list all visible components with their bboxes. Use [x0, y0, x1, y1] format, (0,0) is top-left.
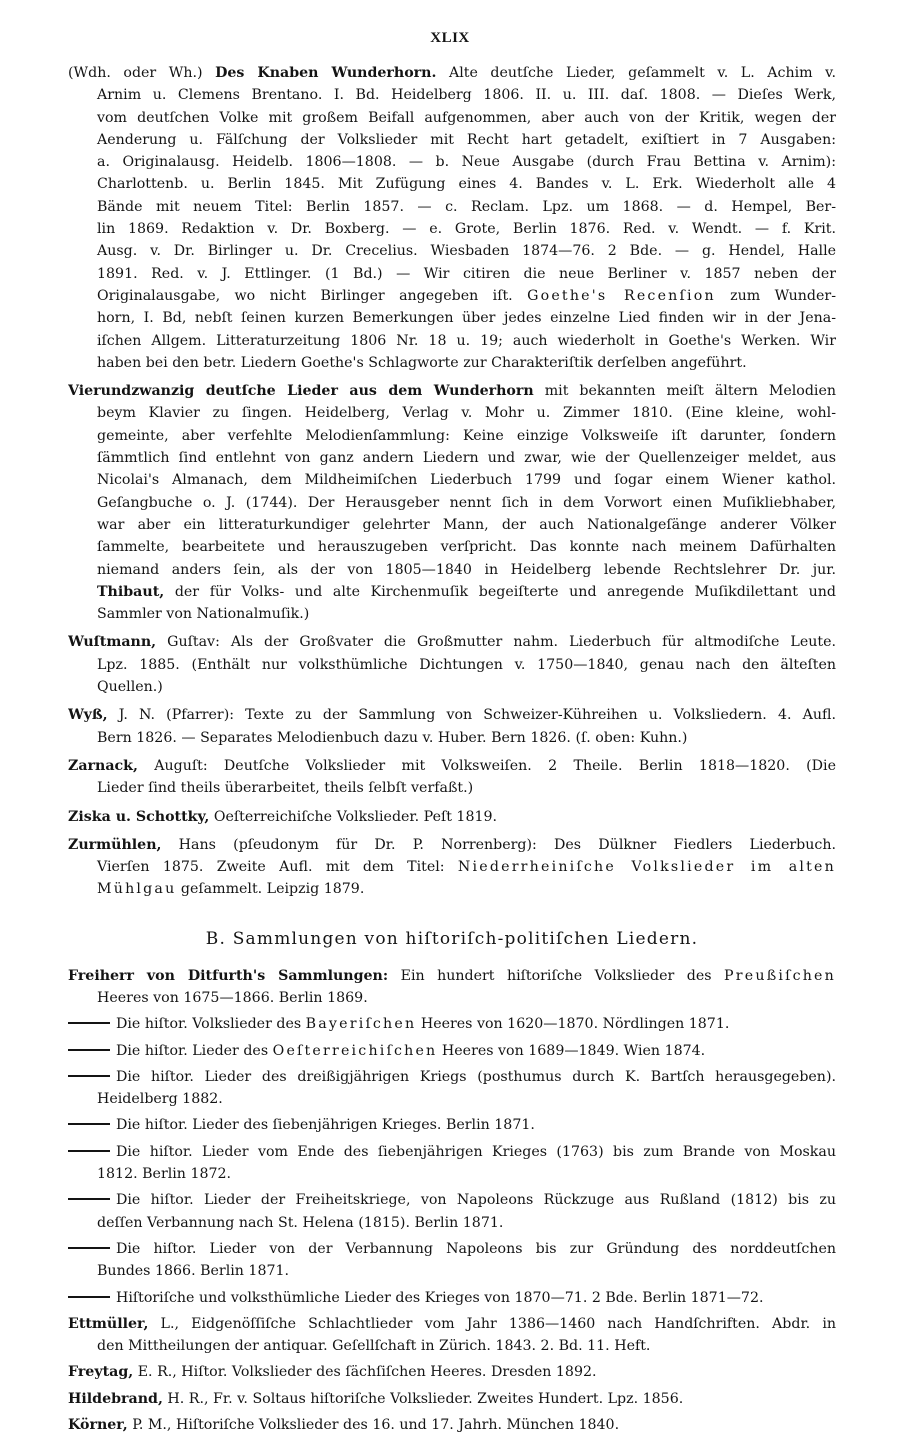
entry-text: Die hiſtor. Lieder des dreißigjährigen Kriegs (posthumus durch K. Bartſch herausgegeben).	[116, 1068, 836, 1085]
entry-line	[68, 1163, 836, 1185]
page-number: XLIX	[430, 30, 470, 46]
entry-line	[68, 196, 836, 218]
entry-line	[68, 755, 836, 777]
entry-line	[68, 727, 836, 749]
entry-line	[68, 1287, 836, 1309]
spaced-text: Oeſterreichiſchen	[272, 1042, 438, 1059]
entry-text: Charlottenb. u. Berlin 1845. Mit Zufügung eines 4. Bandes v. L. Erk. Wiederholt alle 4	[97, 176, 836, 193]
ditto-dash	[68, 1022, 110, 1024]
entry-author: Zurmühlen,	[68, 836, 162, 853]
entry-line	[68, 62, 836, 84]
entry-text: iſchen Allgem. Litteraturzeitung 1806 Nr. 18 u. 19; auch wiederholt in Goethe's Werken. Wir	[97, 332, 836, 349]
entry-text: Originalausgabe, wo nicht Birlinger angegeben iſt.	[97, 287, 528, 304]
entry-line	[68, 704, 836, 726]
entry-text: Bände mit neuem Titel: Berlin 1857. — c. Reclam. Lpz. um 1868. — d. Hempel, Ber-	[97, 198, 836, 215]
entry-text: beym Klavier zu ſingen. Heidelberg, Verlag v. Mohr u. Zimmer 1810. (Eine kleine, wohl-	[97, 405, 836, 422]
entry-text: Aenderung u. Fälſchung der Volkslieder mit Recht hart getadelt, exiſtiert in 7 Ausgaben:	[97, 131, 836, 148]
entry-line	[68, 834, 836, 856]
spaced-text: Bayeriſchen	[305, 1016, 417, 1033]
bibliography-entry	[68, 1238, 836, 1283]
entry-text: Heidelberg 1882.	[97, 1091, 223, 1108]
entry-line	[68, 84, 836, 106]
entry-line	[68, 425, 836, 447]
ditto-dash	[68, 1049, 110, 1051]
entry-text: geſammelt. Leipzig 1879.	[176, 881, 365, 898]
section-a-entries	[68, 62, 836, 901]
entry-line	[68, 1388, 836, 1410]
entry-line	[68, 330, 836, 352]
entry-author: Wuſtmann,	[68, 634, 157, 651]
entry-text: Auguſt: Deutſche Volkslieder mit Volksweiſen. 2 Theile. Berlin 1818—1820. (Die	[137, 757, 836, 774]
entry-text: Die hiſtor. Volkslieder des	[116, 1016, 306, 1033]
entry-text: ſammelte, bearbeitete und herauszugeben verſpricht. Das konnte nach meinem Dafürhalten	[97, 539, 836, 556]
entry-author: Wyß,	[68, 707, 108, 724]
entry-line	[68, 536, 836, 558]
entry-text: J. N. (Pfarrer): Texte zu der Sammlung von Schweizer-Kühreihen u. Volksliedern. 4. Aufl.	[107, 707, 836, 724]
bibliography-entry	[68, 806, 836, 828]
ditto-dash	[68, 1198, 110, 1200]
bibliography-entry	[68, 965, 836, 1010]
entry-line	[68, 878, 836, 900]
entry-text: H. R., Fr. v. Soltaus hiſtoriſche Volkslieder. Zweites Hundert. Lpz. 1856.	[162, 1390, 684, 1407]
entry-text: horn, I. Bd, nebſt ſeinen kurzen Bemerkungen über jedes einzelne Lied finden wir in der Jena-	[97, 310, 836, 327]
entry-line	[68, 965, 836, 987]
entry-line	[68, 492, 836, 514]
bibliography-entry	[68, 1361, 836, 1383]
entry-line	[68, 1141, 836, 1163]
entry-line	[68, 1040, 836, 1062]
entry-text: Geſangbuche o. J. (1744). Der Herausgeber nennt ſich in dem Vorwort einen Muſikliebhaber,	[97, 494, 836, 511]
entry-text: P. M., Hiſtoriſche Volkslieder des 16. und 17. Jahrh. München 1840.	[127, 1417, 620, 1434]
spaced-text: Goethe's Recenſion	[527, 287, 716, 304]
bibliography-entry	[68, 834, 836, 901]
entry-text: Alte deutſche Lieder, geſammelt v. L. Achim v.	[436, 65, 836, 81]
entry-line	[68, 654, 836, 676]
entry-text: Lieder ſind theils überarbeitet, theils ſelbſt verfaßt.)	[97, 780, 474, 797]
entry-text: war aber ein litteraturkundiger gelehrter Mann, der auch Nationalgeſänge anderer Völker	[97, 516, 836, 533]
entry-line	[68, 240, 836, 262]
entry-line	[68, 559, 836, 581]
entry-line	[68, 1066, 836, 1088]
bibliography-entry	[68, 1287, 836, 1309]
entry-text: Sammler von Nationalmuſik.)	[97, 606, 310, 623]
entry-line	[68, 151, 836, 173]
entry-line	[68, 402, 836, 424]
entry-text: Die hiſtor. Lieder vom Ende des ſiebenjährigen Krieges (1763) bis zum Brande von Moskau	[116, 1143, 836, 1160]
entry-author: Ziska u. Schottky,	[68, 808, 210, 825]
entry-line	[68, 1114, 836, 1136]
ditto-dash	[68, 1123, 110, 1125]
entry-line	[68, 1361, 836, 1383]
bibliography-entry	[68, 62, 836, 374]
entry-line	[68, 603, 836, 625]
entry-text: Nicolai's Almanach, dem Mildheimiſchen Liederbuch 1799 und ſogar einem Wiener kathol.	[97, 472, 836, 489]
entry-line	[68, 581, 836, 603]
entry-line	[68, 218, 836, 240]
entry-author: Körner,	[68, 1417, 128, 1434]
entry-line	[68, 1013, 836, 1035]
entry-text: Guſtav: Als der Großvater die Großmutter nahm. Liederbuch für altmodiſche Leute.	[156, 634, 836, 651]
bibliography-entry	[68, 1414, 836, 1436]
entry-line	[68, 987, 836, 1009]
entry-text: Ausg. v. Dr. Birlinger u. Dr. Crecelius. Wiesbaden 1874—76. 2 Bde. — g. Hendel, Halle	[97, 243, 836, 260]
entry-line	[68, 1238, 836, 1260]
entry-line	[68, 1088, 836, 1110]
bibliography-entry	[68, 755, 836, 800]
entry-text: Die hiſtor. Lieder der Freiheitskriege, von Napoleons Rückzuge aus Rußland (1812) bis zu	[116, 1192, 836, 1209]
entry-line	[68, 514, 836, 536]
entry-line	[68, 856, 836, 878]
entry-line	[68, 1313, 836, 1335]
entry-line	[68, 469, 836, 491]
spaced-text: Niederrheiniſche Volkslieder im alten	[457, 859, 836, 876]
section-b-entries	[68, 965, 836, 1437]
entry-author: Thibaut,	[97, 583, 165, 600]
entry-author: Zarnack,	[68, 757, 138, 774]
entry-text: Oeſterreichiſche Volkslieder. Peſt 1819.	[209, 808, 498, 825]
spaced-text: Mühlgau	[97, 881, 177, 898]
entry-line	[68, 107, 836, 129]
entry-text: E. R., Hiſtor. Volkslieder des ſächſiſchen Heeres. Dresden 1892.	[133, 1364, 597, 1381]
bibliography-entry	[68, 1066, 836, 1111]
entry-line	[68, 1212, 836, 1234]
bibliography-content	[68, 62, 836, 1440]
entry-author: Freiherr von Ditfurth's Sammlungen:	[68, 967, 389, 984]
entry-line	[68, 173, 836, 195]
entry-line	[68, 285, 836, 307]
entry-text: Vierſen 1875. Zweite Aufl. mit dem Titel:	[97, 859, 458, 876]
entry-text: Heeres von 1620—1870. Nördlingen 1871.	[416, 1016, 730, 1033]
entry-text: ſämmtlich ſind entlehnt von ganz andern Liedern und zwar, wie der Quellenzeiger meldet, aus	[97, 450, 836, 467]
entry-text: Die hiſtor. Lieder des ſiebenjährigen Krieges. Berlin 1871.	[116, 1117, 535, 1134]
entry-line	[68, 352, 836, 374]
ditto-dash	[68, 1247, 110, 1249]
bibliography-entry	[68, 1114, 836, 1136]
entry-text: Hiſtoriſche und volksthümliche Lieder des Krieges von 1870—71. 2 Bde. Berlin 1871—72.	[116, 1289, 764, 1306]
entry-line	[68, 1260, 836, 1282]
ditto-dash	[68, 1075, 110, 1077]
entry-text: der für Volks- und alte Kirchenmuſik begeiſterte und anregende Muſikdilettant und	[164, 583, 836, 600]
entry-text: Lpz. 1885. (Enthält nur volksthümliche Dichtungen v. 1750—1840, genau nach den älteſten	[97, 656, 836, 673]
entry-line	[68, 1189, 836, 1211]
entry-line	[68, 777, 836, 799]
entry-text: Bundes 1866. Berlin 1871.	[97, 1263, 290, 1280]
entry-text: vom deutſchen Volke mit großem Beifall aufgenommen, aber auch von der Kritik, wegen der	[97, 109, 836, 126]
entry-author: Freytag,	[68, 1364, 134, 1381]
entry-text: Ein hundert hiſtoriſche Volkslieder des	[388, 967, 725, 984]
entry-text: Quellen.)	[97, 679, 163, 696]
bibliography-entry	[68, 1313, 836, 1358]
entry-line	[68, 447, 836, 469]
entry-text: Heeres von 1675—1866. Berlin 1869.	[97, 989, 368, 1006]
bibliography-entry	[68, 1388, 836, 1410]
bibliography-entry	[68, 380, 836, 625]
entry-text: Die hiſtor. Lieder des	[116, 1042, 273, 1059]
entry-line	[68, 1335, 836, 1357]
entry-text: den Mittheilungen der antiquar. Geſellſchaft in Zürich. 1843. 2. Bd. 11. Heft.	[97, 1338, 651, 1355]
entry-line	[68, 676, 836, 698]
spaced-text: Preußiſchen	[724, 967, 836, 984]
entry-text: Die hiſtor. Lieder von der Verbannung Napoleons bis zur Gründung des norddeutſchen	[116, 1240, 836, 1257]
entry-text: niemand anders ſein, als der von 1805—1840 in Heidelberg lebende Rechtslehrer Dr. jur.	[97, 561, 836, 578]
entry-text: Heeres von 1689—1849. Wien 1874.	[437, 1042, 706, 1059]
entry-text: mit bekannten meiſt ältern Melodien	[533, 383, 836, 400]
bibliography-entry	[68, 1141, 836, 1186]
entry-line	[68, 307, 836, 329]
entry-line	[68, 631, 836, 653]
entry-text: 1891. Red. v. J. Ettlinger. (1 Bd.) — Wir citiren die neue Berliner v. 1857 neben der	[97, 265, 836, 282]
entry-line	[68, 129, 836, 151]
ditto-dash	[68, 1150, 110, 1152]
entry-author: Hildebrand,	[68, 1390, 163, 1407]
ditto-dash	[68, 1296, 110, 1298]
bibliography-entry	[68, 1040, 836, 1062]
entry-text: gemeinte, aber verfehlte Melodienſammlung: Keine einzige Volksweiſe iſt darunter, ſondern	[97, 427, 836, 444]
entry-line	[68, 380, 836, 402]
entry-text: 1812. Berlin 1872.	[97, 1166, 232, 1183]
entry-text: a. Originalausg. Heidelb. 1806—1808. — b. Neue Ausgabe (durch Frau Bettina v. Arnim):	[97, 154, 836, 171]
bibliography-entry	[68, 704, 836, 749]
entry-text: Arnim u. Clemens Brentano. I. Bd. Heidelberg 1806. II. u. III. daſ. 1808. — Dieſes Werk,	[97, 87, 836, 104]
section-b-heading: B. Sammlungen von hiſtoriſch-politiſchen Liedern.	[205, 928, 699, 949]
entry-line	[68, 263, 836, 285]
entry-text: Hans (pſeudonym für Dr. P. Norrenberg): Des Dülkner Fiedlers Liederbuch.	[161, 836, 836, 853]
bibliography-entry	[68, 1013, 836, 1035]
entry-author: Vierundzwanzig deutſche Lieder aus dem Wunderhorn	[68, 383, 534, 400]
entry-text: L., Eidgenöſſiſche Schlachtlieder vom Jahr 1386—1460 nach Handſchriften. Abdr. in	[148, 1315, 836, 1332]
entry-author: Ettmüller,	[68, 1315, 149, 1332]
bibliography-entry	[68, 1189, 836, 1234]
entry-text: haben bei den betr. Liedern Goethe's Schlagworte zur Charakteriſtik derſelben angeführt.	[97, 354, 747, 371]
entry-text: zum Wunder-	[715, 287, 836, 304]
entry-line	[68, 1414, 836, 1436]
entry-text: deſſen Verbannung nach St. Helena (1815). Berlin 1871.	[97, 1214, 504, 1231]
entry-line	[68, 806, 836, 828]
entry-text: (Wdh. oder Wh.)	[68, 65, 216, 81]
entry-text: Bern 1826. — Separates Melodienbuch dazu v. Huber. Bern 1826. (ſ. oben: Kuhn.)	[97, 729, 688, 746]
bibliography-entry	[68, 631, 836, 698]
entry-text: lin 1869. Redaktion v. Dr. Boxberg. — e. Grote, Berlin 1876. Red. v. Wendt. — f. Krit.	[97, 221, 836, 238]
entry-author: Des Knaben Wunderhorn.	[215, 65, 437, 81]
